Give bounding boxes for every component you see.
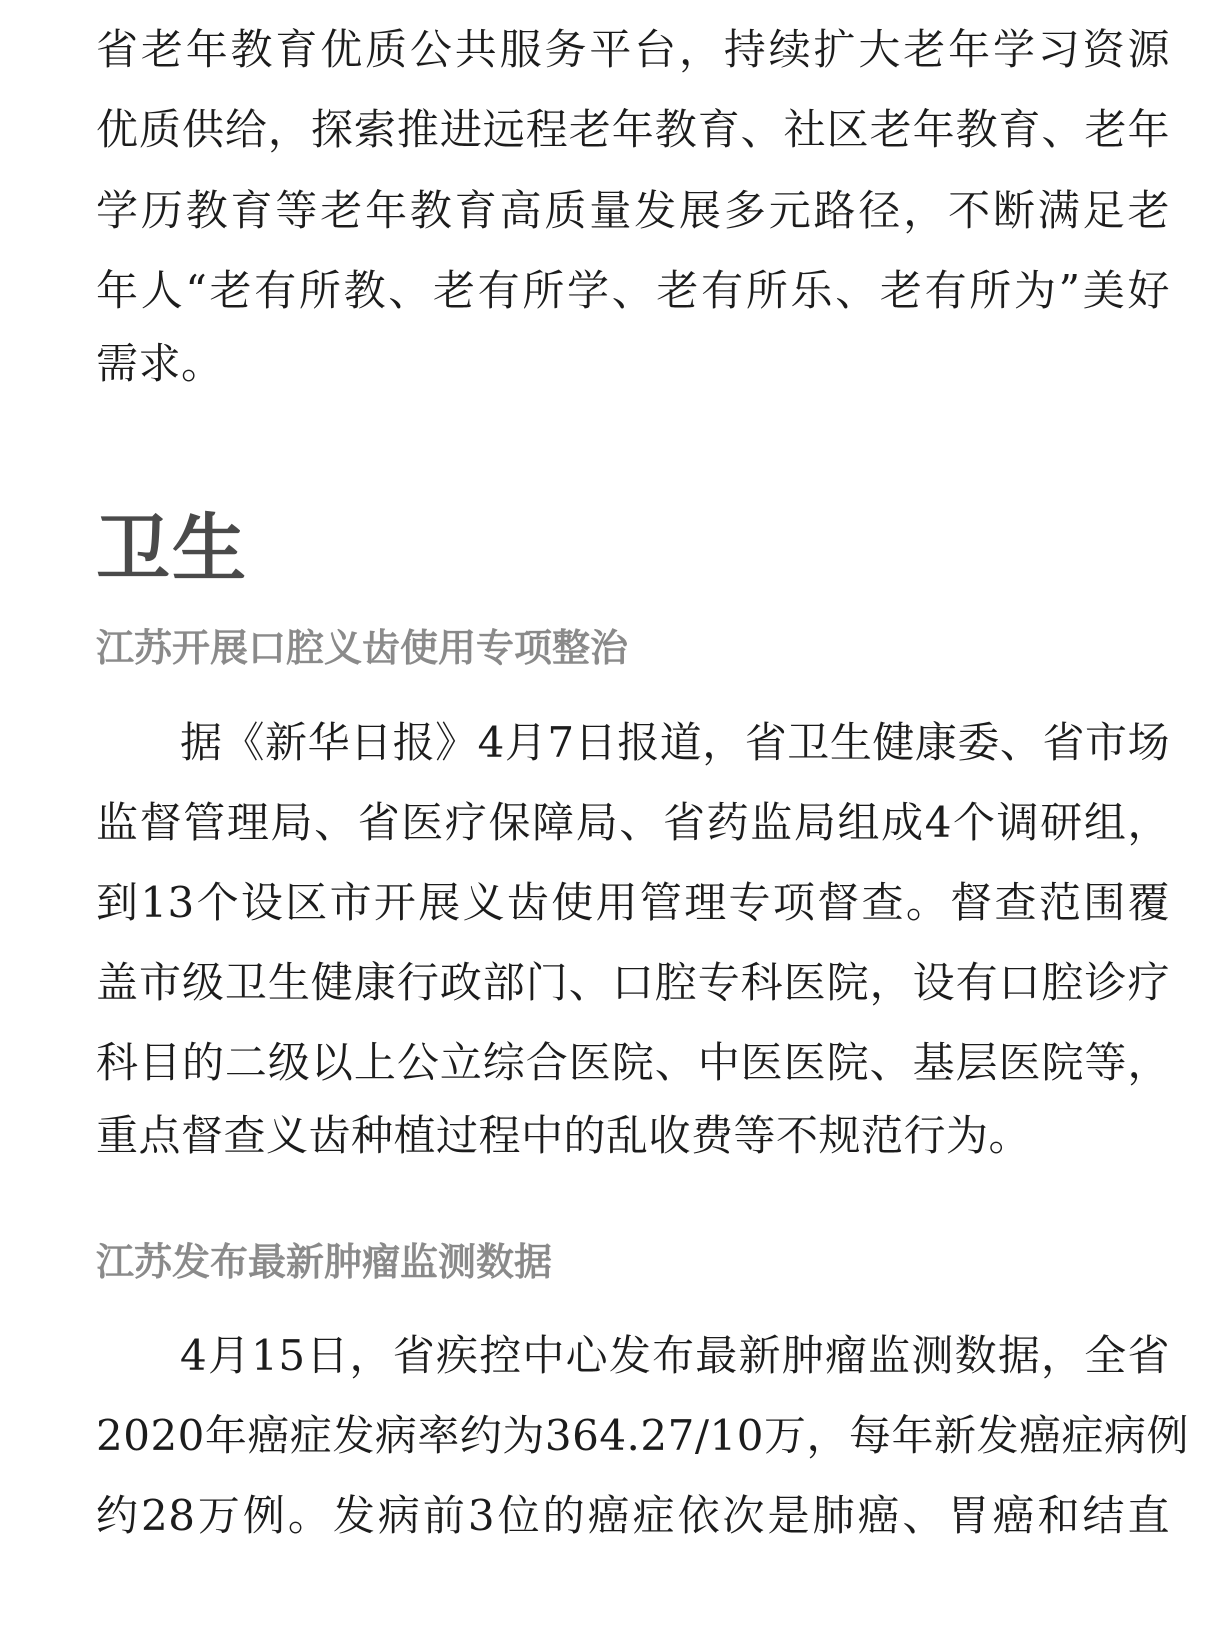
article-1-line-2: 监督管理局、省医疗保障局、省药监局组成4个调研组， xyxy=(96,798,1170,847)
article-1-line-3: 到13个设区市开展义齿使用管理专项督查。督查范围覆 xyxy=(96,878,1170,927)
article-2-headline: 江苏发布最新肿瘤监测数据 xyxy=(96,1239,553,1284)
intro-line-5: 需求。 xyxy=(96,339,224,388)
article-2-line-1: 4月15日，省疾控中心发布最新肿瘤监测数据，全省 xyxy=(180,1331,1170,1380)
intro-line-3: 学历教育等老年教育高质量发展多元路径，不断满足老 xyxy=(96,186,1170,235)
section-title: 卫生 xyxy=(96,506,248,592)
intro-line-4: 年人“老有所教、老有所学、老有所乐、老有所为”美好 xyxy=(96,266,1170,315)
intro-line-1: 省老年教育优质公共服务平台，持续扩大老年学习资源 xyxy=(96,25,1170,74)
article-1-headline: 江苏开展口腔义齿使用专项整治 xyxy=(96,625,629,670)
article-1-line-1: 据《新华日报》4月7日报道，省卫生健康委、省市场 xyxy=(180,718,1170,767)
article-2-line-3: 约28万例。发病前3位的癌症依次是肺癌、胃癌和结直 xyxy=(96,1491,1170,1540)
intro-line-2: 优质供给，探索推进远程老年教育、社区老年教育、老年 xyxy=(96,105,1170,154)
article-1-line-4: 盖市级卫生健康行政部门、口腔专科医院，设有口腔诊疗 xyxy=(96,958,1170,1007)
article-2-line-2: 2020年癌症发病率约为364.27/10万，每年新发癌症病例 xyxy=(96,1411,1189,1460)
article-1-line-5: 科目的二级以上公立综合医院、中医医院、基层医院等， xyxy=(96,1038,1170,1087)
article-1-line-6: 重点督查义齿种植过程中的乱收费等不规范行为。 xyxy=(96,1111,1032,1160)
